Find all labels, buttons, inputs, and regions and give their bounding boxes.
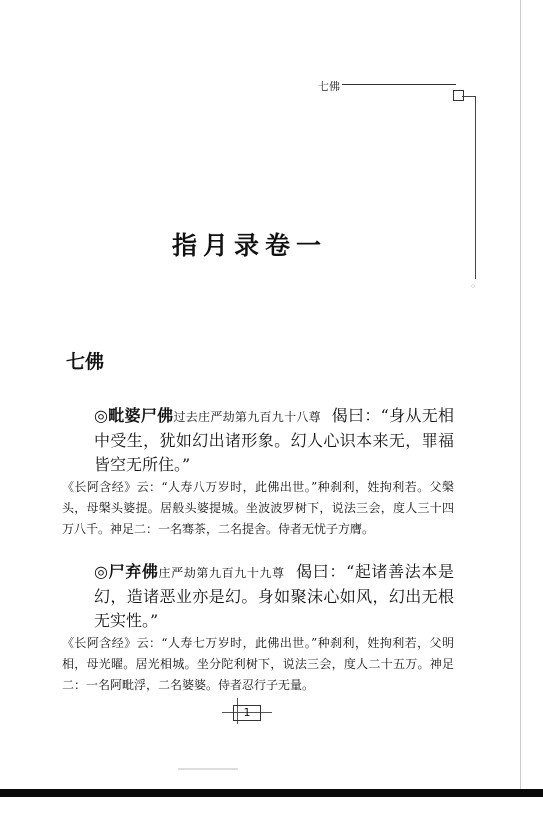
header-ornament: ⁘ (469, 282, 477, 291)
header-vertical-rule (475, 96, 476, 279)
entry-main-text (62, 404, 454, 477)
verse-intro: 偈曰： (331, 406, 381, 425)
verse-text: “起诸善法本是幻，造诸恶业亦是幻。身如聚沫心如风，幻出无根无实性。” (94, 562, 454, 630)
entry-era: 过去庄严劫第九百九十八尊 (173, 410, 321, 424)
header-connector (462, 96, 475, 97)
header-rule (342, 84, 456, 85)
section-title: 七佛 (66, 351, 105, 373)
chapter-title: 指月录卷一 (172, 231, 328, 260)
entry-marker: ◎ (94, 562, 109, 581)
entry-note: 《长阿含经》云：“人寿七万岁时，此佛出世。”种刹利，姓拘利若，父明相，母光曜。居光相城。坐分陀利树下，说法三会，度人二十五万。神足二：一名阿毗浮，二名婆婆。侍者忍行子无量。 (62, 636, 454, 692)
entry-sikhi (62, 560, 454, 696)
buddha-name: 尸弃佛 (108, 562, 159, 581)
scan-artifact (178, 768, 238, 770)
entry-era: 庄严劫第九百九十九尊 (158, 566, 285, 580)
entry-note: 《长阿含经》云：“人寿八万岁时，此佛出世。”种刹利，姓拘利若。父槃头，母槃头婆提。居般头婆提城。坐波波罗树下，说法三会，度人三十四万八千。神足二：一名骞茶，二名提舍。侍者无忧子方膺。 (62, 480, 454, 536)
entry-main-text (62, 560, 454, 633)
verse-intro: 偈曰： (296, 562, 347, 581)
buddha-name: 毗婆尸佛 (108, 406, 174, 425)
scan-bottom-bar (0, 789, 543, 797)
entry-vipassi (62, 404, 454, 540)
entry-marker: ◎ (94, 406, 109, 425)
page-number: 1 (233, 705, 261, 721)
page-edge (520, 0, 521, 789)
running-header: 七佛 (318, 80, 340, 93)
verse-text: “身从无相中受生，犹如幻出诸形象。幻人心识本来无，罪福皆空无所住。” (94, 406, 454, 474)
